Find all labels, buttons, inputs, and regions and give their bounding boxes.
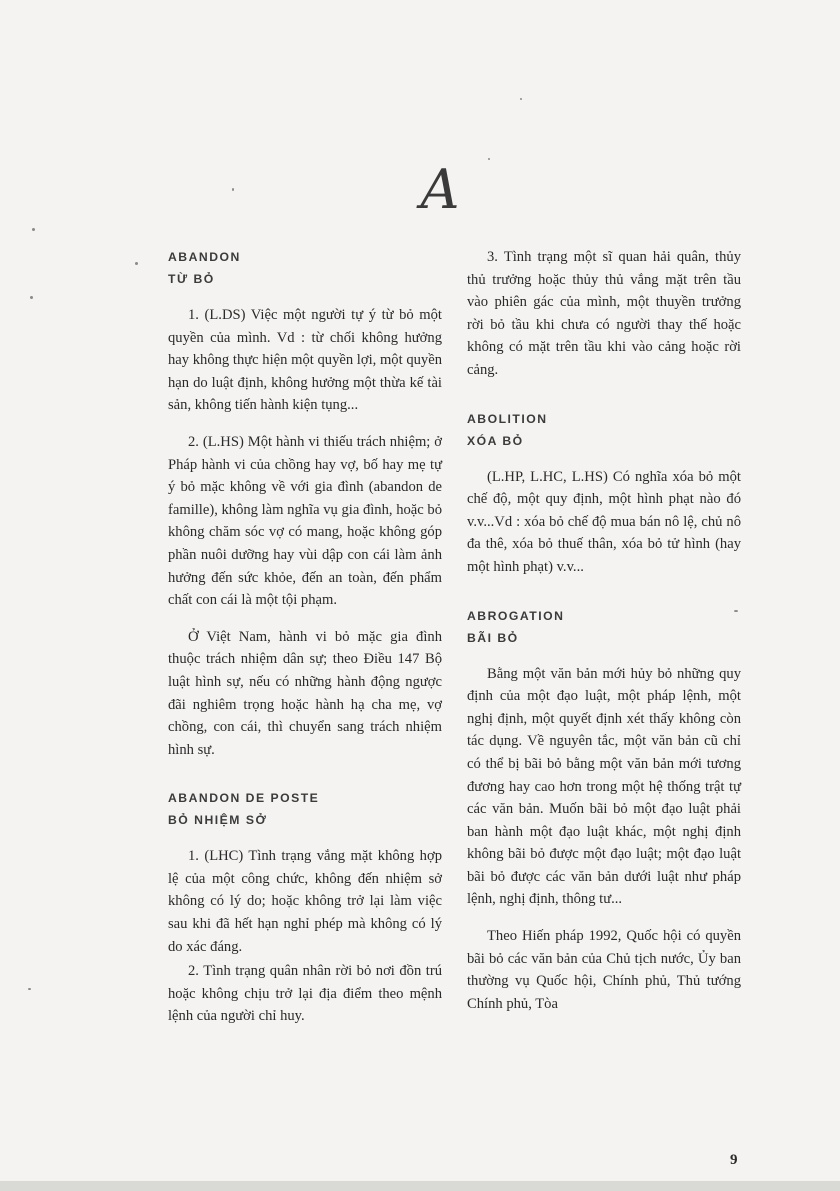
entry-abandon-de-poste-continued [467,246,741,382]
section-letter: A [420,158,460,221]
entry-abolition [467,408,741,579]
entry-translation: TỪ BỎ [168,272,215,286]
scan-speck [520,98,522,100]
scan-speck [734,610,738,612]
left-column [168,246,442,1054]
entry-paragraph: 1. (L.DS) Việc một người tự ý từ bỏ một quyền của mình. Vd : từ chối không hưởng hay không thực hiện một quyền lợi, một quyền hạn do luật định, không hưởng một thừa kế tài sản, không tiến hành kiện tụng... [168,307,442,414]
scan-speck [30,296,33,299]
scan-speck [232,188,234,191]
scan-speck [135,262,138,265]
page-number: 9 [730,1152,738,1168]
scan-speck [32,228,35,231]
entry-paragraph: (L.HP, L.HC, L.HS) Có nghĩa xóa bỏ một chế độ, một quy định, một hình phạt nào đó v.v...Vd : xóa bỏ chế độ mua bán nô lệ, chủ nô đa thê, xóa bỏ thuế thân, xóa bỏ tử hình (hay một hình phạt) v.v... [467,468,741,575]
entry-translation: BỎ NHIỆM SỞ [168,813,268,828]
entry-translation: XÓA BỎ [467,433,524,448]
right-column [467,246,741,1041]
entry-abrogation [467,605,741,1016]
entry-paragraph: Bằng một văn bản mới hủy bỏ những quy định của một đạo luật, một pháp lệnh, một nghị định, một quyết định xét thấy không còn tác dụng. Về nguyên tắc, một văn bản cũ chỉ có thể bị bãi bỏ bằng một văn bản mới tương đương hay cao hơn trong một hệ thống trật tự các văn bản. Muốn bãi bỏ một đạo luật phải ban hành một đạo luật khác, một nghị định không bãi bỏ được một đạo luật; một đạo luật bãi bỏ được các văn bản dưới luật như pháp lệnh, nghị định, thông tư... [467,665,741,908]
entry-translation: BÃI BỎ [467,630,519,645]
entry-paragraph: 2. Tình trạng quân nhân rời bỏ nơi đồn trú hoặc không chịu trở lại địa điểm theo mệnh lệnh của người chỉ huy. [168,963,442,1025]
entry-term: ABOLITION [467,411,548,426]
page-bottom-edge [0,1181,840,1191]
scan-speck [488,158,490,160]
entry-paragraph: Theo Hiến pháp 1992, Quốc hội có quyền bãi bỏ các văn bản của Chủ tịch nước, Ủy ban thường vụ Quốc hội, Chính phủ, Thủ tướng Chính phủ, Tòa [467,928,741,1012]
entry-paragraph: 1. (LHC) Tình trạng vắng mặt không hợp lệ của một công chức, không đến nhiệm sở không có lý do; hoặc không trở lại làm việc sau khi đã hết hạn nghỉ phép mà không có lý do xác đáng. [168,848,442,955]
entry-paragraph: Ở Việt Nam, hành vi bỏ mặc gia đình thuộc trách nhiệm dân sự; theo Điều 147 Bộ luật hình sự, nếu có những hành động ngược đãi nghiêm trọng hoặc hành hạ cha mẹ, vợ chồng, con cái, thì chuyển sang trách nhiệm hình sự. [168,628,442,758]
entry-paragraph: 3. Tình trạng một sĩ quan hải quân, thủy thủ trưởng hoặc thủy thủ vắng mặt trên tầu vào phiên gác của mình, một thuyền trưởng rời bỏ tầu khi chưa có người thay thế hoặc không có mặt trên tầu khi vào cảng hoặc rời cảng. [467,249,741,378]
entry-abandon [168,246,442,761]
entry-paragraph: 2. (L.HS) Một hành vi thiếu trách nhiệm; ở Pháp hành vi của chồng hay vợ, bố hay mẹ tự ý bỏ mặc không về với gia đình (abandon de famille), không làm nghĩa vụ gia đình, hoặc bỏ không chăm sóc vợ có mang, hoặc không góp phần nuôi dưỡng hay vùi dập con cái làm ảnh hưởng đến sức khỏe, đến an toàn, đến phẩm chất con cái là một tội phạm. [168,433,442,609]
entry-abandon-de-poste [168,787,442,1028]
entry-term: ABANDON [168,250,241,264]
scan-speck [28,988,31,990]
entry-term: ABROGATION [467,608,565,623]
entry-term: ABANDON DE POSTE [168,791,320,806]
